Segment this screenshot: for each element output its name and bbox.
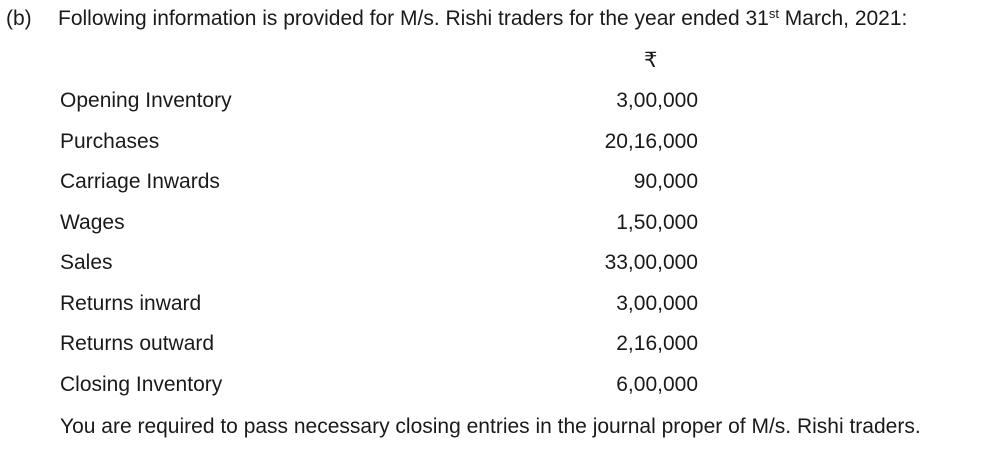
question-label: (b) [6,7,32,30]
item-amount: 6,00,000 [616,372,698,396]
item-name: Wages [60,210,125,234]
item-amount: 20,16,000 [604,129,698,153]
list-item [60,208,700,249]
item-amount: 1,50,000 [616,210,698,234]
list-item [60,329,700,370]
item-name: Carriage Inwards [60,170,220,193]
list-item [60,167,700,208]
item-amount: 2,16,000 [616,332,698,355]
question-text: Following information is provided for M/s. Rishi traders for the year ended 31 [58,7,769,30]
item-list [60,86,700,410]
list-item [60,289,700,330]
item-name: Returns outward [60,332,215,355]
item-amount: 33,00,000 [604,251,698,274]
item-name: Returns inward [60,291,202,315]
date-ordinal-superscript: st [768,6,779,21]
list-item [60,248,700,289]
item-amount: 3,00,000 [616,291,698,315]
list-item [60,86,700,127]
question-text-end: March, 2021: [778,7,908,30]
item-name: Closing Inventory [60,372,223,396]
item-name: Purchases [60,129,160,153]
item-amount: 3,00,000 [616,89,698,112]
list-item [60,127,700,168]
question-heading [6,4,907,34]
currency-symbol: ₹ [644,49,658,72]
item-name: Sales [60,251,113,274]
item-amount: 90,000 [633,170,698,193]
list-item [60,370,700,411]
item-name: Opening Inventory [60,89,232,112]
instruction-text: You are required to pass necessary closing entries in the journal proper of M/s. Rishi traders. [60,415,921,438]
